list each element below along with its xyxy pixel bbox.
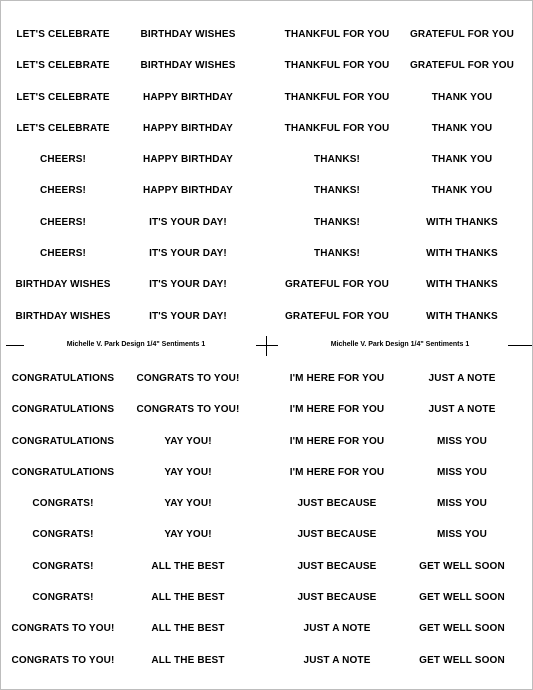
sentiment-label: CONGRATS! [32, 529, 94, 541]
sentiment-label: JUST A NOTE [303, 654, 371, 666]
sentiment-label: IT'S YOUR DAY! [149, 310, 227, 322]
sentiment-label: GRATEFUL FOR YOU [284, 310, 390, 322]
sentiment-label: MISS YOU [437, 498, 487, 510]
sentiment-label: CHEERS! [39, 185, 87, 197]
sentiment-label: YAY YOU! [164, 529, 212, 541]
sentiment-label: THANK YOU [431, 185, 493, 197]
sentiment-label: MISS YOU [437, 435, 487, 447]
sentiment-label: LET'S CELEBRATE [16, 91, 110, 103]
sentiment-label: I'M HERE FOR YOU [289, 435, 385, 447]
sentiment-label: ALL THE BEST [151, 592, 225, 604]
sentiment-label: WITH THANKS [426, 279, 498, 291]
sentiment-label: BIRTHDAY WISHES [140, 60, 236, 72]
sentiment-label: CONGRATS TO YOU! [136, 404, 240, 416]
sentiment-row [0, 19, 533, 50]
sentiment-label: BIRTHDAY WISHES [140, 29, 236, 40]
crosshair-mark-vertical [266, 336, 267, 356]
sentiment-label: CONGRATS TO YOU! [11, 654, 115, 666]
sentiment-label: GET WELL SOON [419, 560, 505, 572]
sentiment-label: GET WELL SOON [419, 592, 505, 604]
crosshair-mark-horizontal [256, 345, 278, 346]
sentiment-row [0, 113, 533, 144]
sentiment-label: CONGRATS! [32, 592, 94, 604]
sentiment-label: THANKFUL FOR YOU [284, 91, 390, 103]
sentiment-label: JUST A NOTE [428, 404, 496, 416]
sentiment-label: THANK YOU [431, 122, 493, 134]
sentiment-row [0, 426, 533, 457]
sentiment-label: GET WELL SOON [419, 623, 505, 635]
sentiment-row [0, 613, 533, 644]
sentiment-row [0, 394, 533, 425]
sentiment-row [0, 144, 533, 175]
sentiment-label: JUST A NOTE [303, 623, 371, 635]
sentiment-label: THANKFUL FOR YOU [284, 29, 390, 40]
sentiment-label: CONGRATULATIONS [11, 435, 115, 447]
sentiment-row [0, 269, 533, 300]
sentiment-label: LET'S CELEBRATE [16, 60, 110, 72]
sentiment-label: GRATEFUL FOR YOU [409, 60, 515, 72]
sentiment-label: THANKS! [313, 216, 361, 228]
sentiment-label: IT'S YOUR DAY! [149, 216, 227, 228]
sentiment-label: YAY YOU! [164, 498, 212, 510]
sentiment-label: JUST BECAUSE [297, 498, 377, 510]
sentiment-row [0, 207, 533, 238]
sentiment-row [0, 519, 533, 550]
sentiment-row [0, 50, 533, 81]
sentiment-label: HAPPY BIRTHDAY [143, 122, 233, 134]
sentiment-label: JUST BECAUSE [297, 560, 377, 572]
sentiment-label: HAPPY BIRTHDAY [143, 91, 233, 103]
caption-right: Michelle V. Park Design 1/4" Sentiments 1 [330, 341, 470, 348]
sentiment-label: THANK YOU [431, 154, 493, 166]
sentiment-label: MISS YOU [437, 466, 487, 478]
sentiment-row [0, 175, 533, 206]
sentiment-label: I'M HERE FOR YOU [289, 373, 385, 384]
sentiment-label: JUST BECAUSE [297, 592, 377, 604]
sentiment-label: HAPPY BIRTHDAY [143, 185, 233, 197]
sentiment-label: THANKS! [313, 154, 361, 166]
sentiment-label: GET WELL SOON [419, 654, 505, 666]
sentiment-label: YAY YOU! [164, 466, 212, 478]
sentiment-row [0, 582, 533, 613]
sentiment-row [0, 551, 533, 582]
sentiment-row [0, 238, 533, 269]
sentiment-row [0, 363, 533, 394]
left-cut-mark [6, 345, 24, 346]
sentiment-label: ALL THE BEST [151, 654, 225, 666]
sentiment-row [0, 645, 533, 676]
sentiment-row [0, 488, 533, 519]
sentiment-label: CHEERS! [39, 154, 87, 166]
sentiment-label: IT'S YOUR DAY! [149, 279, 227, 291]
sentiment-label: CHEERS! [39, 216, 87, 228]
sentiment-label: THANKS! [313, 185, 361, 197]
sentiment-label: JUST A NOTE [428, 373, 496, 384]
top-sentiment-grid [0, 19, 533, 332]
sentiment-label: THANKFUL FOR YOU [284, 122, 390, 134]
sentiment-label: YAY YOU! [164, 435, 212, 447]
sentiment-label: LET'S CELEBRATE [16, 122, 110, 134]
sentiment-label: ALL THE BEST [151, 560, 225, 572]
sentiment-label: BIRTHDAY WISHES [15, 279, 111, 291]
sentiment-label: WITH THANKS [426, 248, 498, 260]
caption-left: Michelle V. Park Design 1/4" Sentiments 1 [66, 341, 206, 348]
sentiment-label: BIRTHDAY WISHES [15, 310, 111, 322]
sheet-divider [0, 338, 533, 352]
sentiment-label: ALL THE BEST [151, 623, 225, 635]
sentiment-label: THANK YOU [431, 91, 493, 103]
sentiment-label: CHEERS! [39, 248, 87, 260]
sentiment-label: MISS YOU [437, 529, 487, 541]
sentiment-label: CONGRATS! [32, 498, 94, 510]
bottom-sentiment-grid [0, 363, 533, 676]
sentiment-label: CONGRATULATIONS [11, 373, 115, 384]
sentiment-label: GRATEFUL FOR YOU [409, 29, 515, 40]
sentiment-label: THANKS! [313, 248, 361, 260]
sentiment-label: CONGRATS TO YOU! [136, 373, 240, 384]
sentiment-label: CONGRATS! [32, 560, 94, 572]
sentiment-label: WITH THANKS [426, 310, 498, 322]
sentiment-row [0, 82, 533, 113]
sentiment-label: I'M HERE FOR YOU [289, 466, 385, 478]
sentiment-label: CONGRATULATIONS [11, 404, 115, 416]
sentiment-label: GRATEFUL FOR YOU [284, 279, 390, 291]
sentiment-label: CONGRATULATIONS [11, 466, 115, 478]
right-cut-mark [508, 345, 532, 346]
sentiment-row [0, 301, 533, 332]
sentiment-label: I'M HERE FOR YOU [289, 404, 385, 416]
sentiment-label: CONGRATS TO YOU! [11, 623, 115, 635]
sentiment-label: WITH THANKS [426, 216, 498, 228]
sentiment-row [0, 457, 533, 488]
sentiment-label: THANKFUL FOR YOU [284, 60, 390, 72]
sentiment-label: HAPPY BIRTHDAY [143, 154, 233, 166]
sentiment-label: IT'S YOUR DAY! [149, 248, 227, 260]
sentiment-label: LET'S CELEBRATE [16, 29, 110, 40]
sentiment-label: JUST BECAUSE [297, 529, 377, 541]
